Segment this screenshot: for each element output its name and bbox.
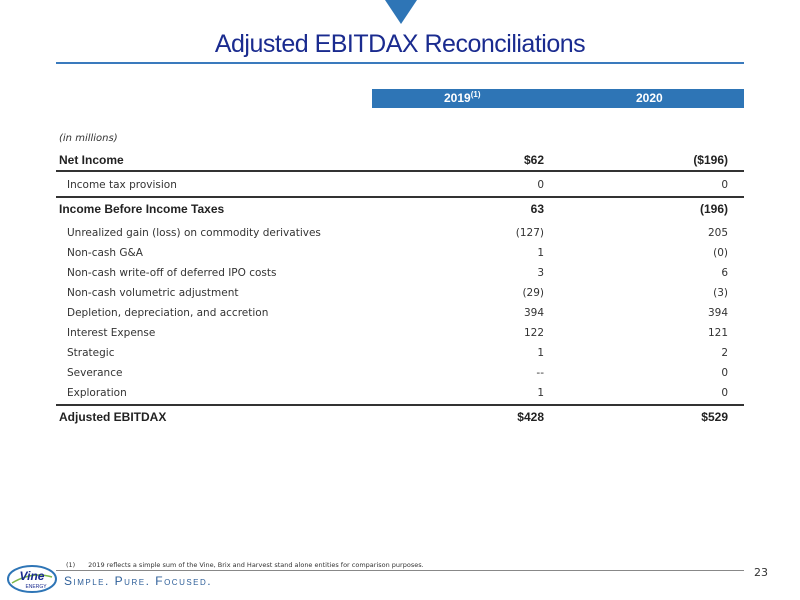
- top-triangle-marker: [385, 0, 417, 24]
- value-2020: $529: [701, 410, 728, 424]
- row-label: Depletion, depreciation, and accretion: [67, 307, 269, 319]
- value-2020: (0): [713, 247, 728, 259]
- logo-wordmark: Vine: [19, 569, 45, 583]
- table-row-income-before-taxes: [56, 199, 744, 219]
- page-number: 23: [754, 566, 768, 579]
- row-divider: [56, 170, 744, 172]
- value-2020: 0: [721, 387, 728, 399]
- row-label: Interest Expense: [67, 327, 156, 339]
- row-label: Net Income: [59, 153, 124, 167]
- value-2019: 1: [537, 247, 544, 259]
- value-2020: 2: [721, 347, 728, 359]
- table-header-bar: [372, 89, 744, 108]
- column-header-2020: 2020: [636, 91, 663, 105]
- value-2020: 0: [721, 179, 728, 191]
- value-2019: $428: [517, 410, 544, 424]
- value-2019: (127): [515, 227, 544, 239]
- value-2019: $62: [523, 153, 544, 167]
- value-2020: 6: [721, 267, 728, 279]
- row-label: Income Before Income Taxes: [59, 202, 225, 216]
- table-row: [56, 343, 744, 363]
- value-2019: 394: [523, 307, 544, 319]
- table-row-net-income: [56, 150, 744, 170]
- row-label: Non-cash volumetric adjustment: [67, 287, 239, 299]
- table-row-adjusted-ebitdax: [56, 407, 744, 427]
- value-2020: 121: [707, 327, 728, 339]
- footnote-text: 2019 reflects a simple sum of the Vine, Brix and Harvest stand alone entities for comparison purposes.: [88, 561, 424, 569]
- value-2020: 205: [707, 227, 728, 239]
- row-label: Exploration: [67, 387, 127, 399]
- title-divider: [56, 62, 744, 64]
- table-row: [56, 283, 744, 303]
- value-2019: 63: [530, 202, 544, 216]
- table-row: [56, 243, 744, 263]
- logo-subtext: ENERGY: [25, 584, 47, 590]
- value-2019: 0: [537, 179, 544, 191]
- value-2019: 122: [523, 327, 544, 339]
- unit-note: (in millions): [59, 133, 118, 144]
- footnote-number: (1): [66, 561, 76, 569]
- table-row: [56, 223, 744, 243]
- value-2019: (29): [522, 287, 544, 299]
- value-2019: --: [536, 367, 544, 379]
- row-label: Non-cash write-off of deferred IPO costs: [67, 267, 277, 279]
- value-2019: 1: [537, 387, 544, 399]
- table-row: [56, 303, 744, 323]
- page-title: Adjusted EBITDAX Reconciliations: [214, 30, 586, 58]
- row-label: Non-cash G&A: [67, 247, 143, 259]
- value-2019: 3: [537, 267, 544, 279]
- row-divider: [56, 196, 744, 198]
- table-row: [56, 383, 744, 403]
- row-label: Income tax provision: [67, 179, 177, 191]
- row-label: Unrealized gain (loss) on commodity derivatives: [67, 227, 321, 239]
- column-header-2019: 2019$^{(1)}$: [444, 90, 481, 105]
- value-2020: 394: [707, 307, 728, 319]
- value-2020: ($196): [693, 153, 728, 167]
- vine-energy-logo: [6, 563, 58, 595]
- footnote: [66, 561, 424, 569]
- footnote-reference: (1): [470, 90, 481, 99]
- row-label: Adjusted EBITDAX: [59, 410, 167, 424]
- value-2020: 0: [721, 367, 728, 379]
- tagline: Simple. Pure. Focused.: [64, 574, 213, 588]
- table-row: [56, 263, 744, 283]
- value-2020: (3): [713, 287, 728, 299]
- row-label: Severance: [67, 367, 123, 379]
- table-row: [56, 175, 744, 195]
- value-2020: (196): [699, 202, 728, 216]
- table-row: [56, 363, 744, 383]
- row-label: Strategic: [67, 347, 115, 359]
- row-divider: [56, 404, 744, 406]
- table-row: [56, 323, 744, 343]
- footer-divider: [56, 570, 744, 571]
- value-2019: 1: [537, 347, 544, 359]
